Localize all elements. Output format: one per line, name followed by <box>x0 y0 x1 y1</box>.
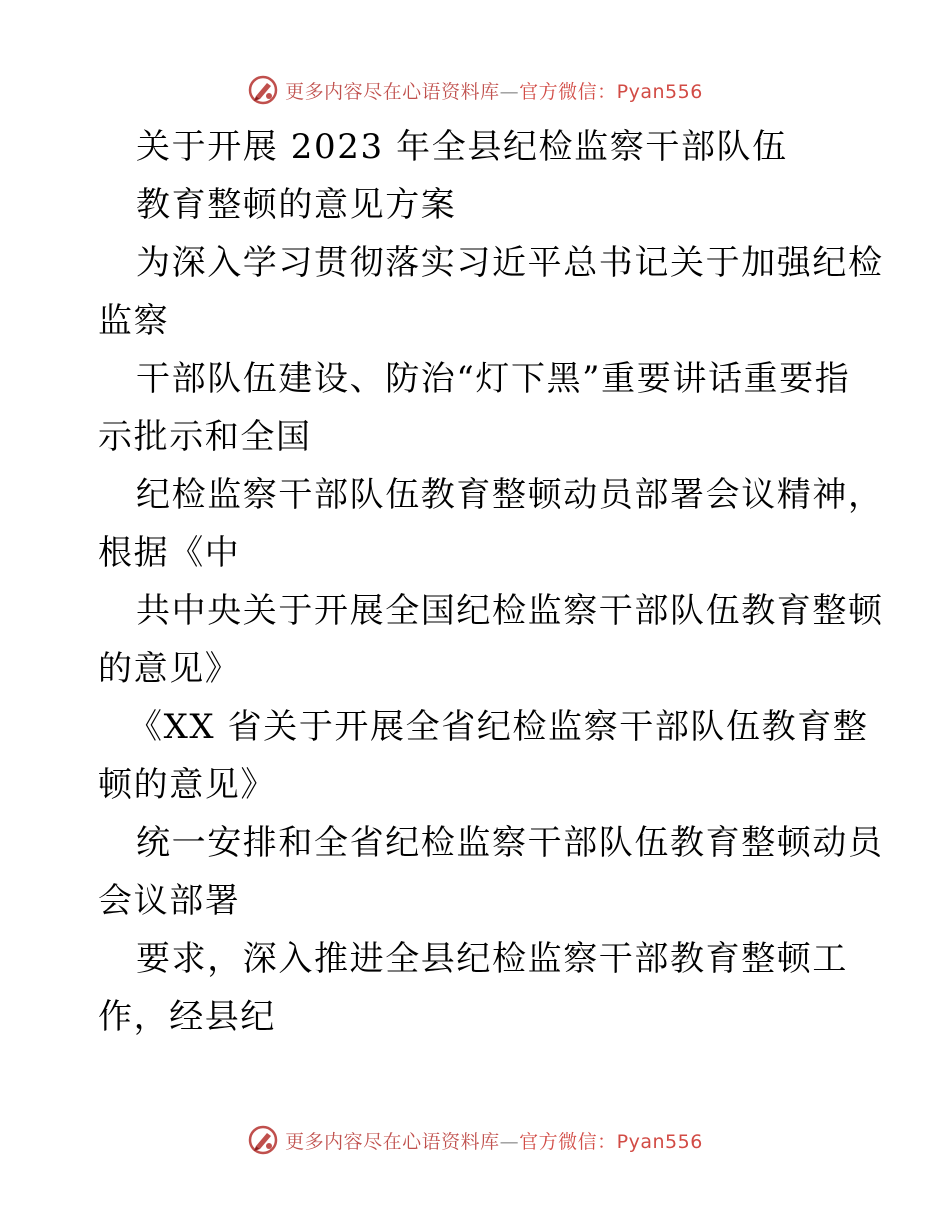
paragraph-line: 会议部署 <box>98 881 241 921</box>
paragraph-line: 干部队伍建设、防治“灯下黑”重要讲话重要指 <box>136 359 851 399</box>
footer-watermark <box>0 1120 950 1160</box>
watermark-main-text: 更多内容尽在心语资料库 <box>285 1130 500 1153</box>
paragraph-line: 顿的意见》 <box>98 765 276 805</box>
pen-seal-icon <box>247 1124 279 1156</box>
paragraph-line: 示批示和全国 <box>98 417 312 457</box>
watermark-wechat-text: 官方微信：Pyan556 <box>519 80 703 103</box>
paragraph-line: 作，经县纪 <box>98 997 276 1037</box>
paragraph-line: 《XX 省关于开展全省纪检监察干部队伍教育整 <box>128 707 869 747</box>
paragraph-line: 统一安排和全省纪检监察干部队伍教育整顿动员 <box>136 823 884 863</box>
paragraph-line: 监察 <box>98 301 170 341</box>
pen-seal-icon <box>247 74 279 106</box>
paragraph-line: 为深入学习贯彻落实习近平总书记关于加强纪检 <box>136 243 884 283</box>
watermark-separator: — <box>499 1130 520 1153</box>
watermark-separator: — <box>499 80 520 103</box>
document-body <box>98 118 884 1046</box>
paragraph-line: 共中央关于开展全国纪检监察干部队伍教育整顿 <box>136 591 884 631</box>
header-watermark <box>0 70 950 110</box>
paragraph-line: 根据《中 <box>98 533 241 573</box>
document-title-line-1: 关于开展 2023 年全县纪检监察干部队伍 <box>136 127 788 167</box>
document-title-line-2: 教育整顿的意见方案 <box>136 185 457 225</box>
paragraph-line: 要求，深入推进全县纪检监察干部教育整顿工 <box>136 939 848 979</box>
watermark-wechat-text: 官方微信：Pyan556 <box>519 1130 703 1153</box>
watermark-main-text: 更多内容尽在心语资料库 <box>285 80 500 103</box>
paragraph-line: 纪检监察干部队伍教育整顿动员部署会议精神， <box>136 475 884 515</box>
paragraph-line: 的意见》 <box>98 649 241 689</box>
